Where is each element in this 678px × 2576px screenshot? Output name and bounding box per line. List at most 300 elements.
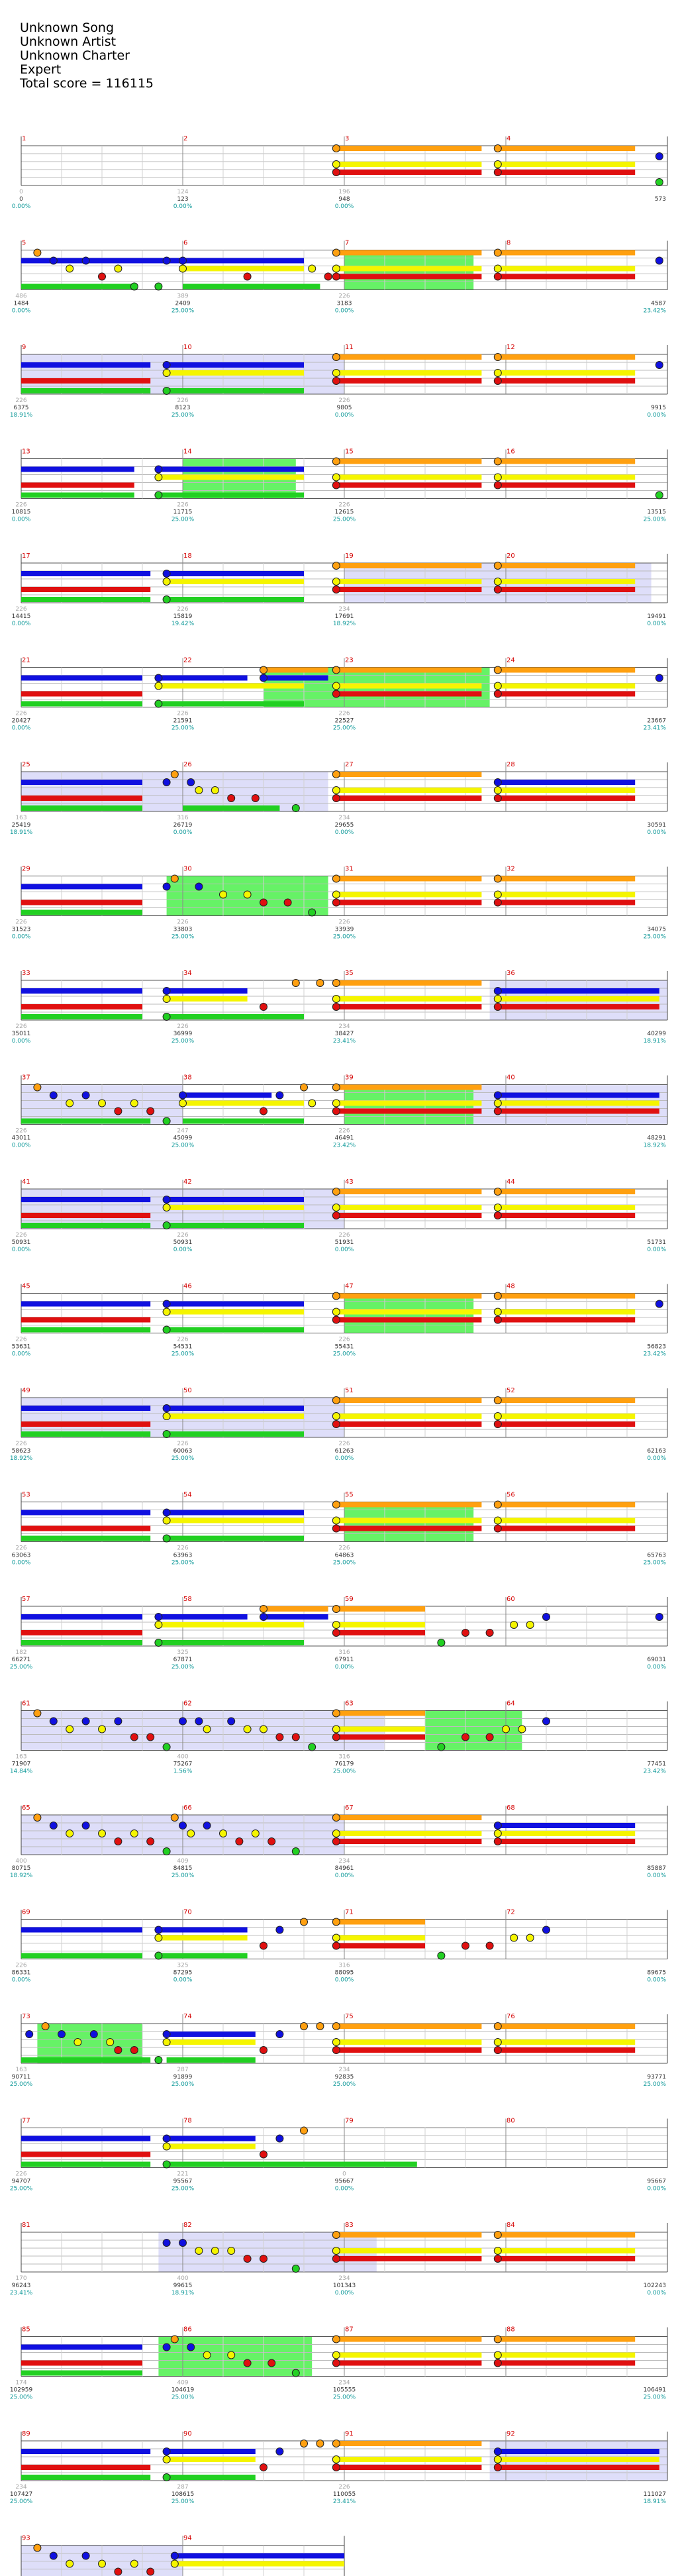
cumulative-score: 94707 [11,2178,31,2185]
note-yellow [332,1934,340,1941]
cumulative-score: 51731 [647,1239,666,1246]
measure-number: 32 [507,865,515,873]
note-yellow [494,787,501,794]
beat-count: 247 [177,1127,189,1135]
sustain-yellow [498,892,635,898]
measure-number: 80 [507,2117,515,2125]
sustain-orange [336,1606,425,1612]
note-blue [494,1092,501,1099]
sustain-red [21,483,134,488]
sustain-orange [498,668,635,673]
percent-value: 0.00% [173,1247,193,1253]
measure-number: 20 [507,552,515,560]
sustain-yellow [498,2353,635,2358]
measure-number: 92 [507,2430,515,2438]
percent-value: 0.00% [334,829,354,836]
beat-count: 234 [338,2067,350,2073]
cumulative-score: 40299 [647,1031,666,1037]
note-orange [332,666,340,674]
cumulative-score: 26719 [173,822,193,829]
measure-number: 87 [345,2326,354,2334]
sustain-orange [336,2441,482,2446]
note-orange [332,1084,340,1091]
cumulative-score: 20427 [11,717,31,725]
note-yellow [155,1934,162,1941]
cumulative-score: 60063 [173,1448,193,1455]
sustain-green [21,1536,150,1541]
sustain-red [498,587,635,592]
note-red [462,1629,469,1637]
sustain-orange [336,772,482,777]
beat-count: 174 [15,2379,27,2387]
note-blue [50,1718,57,1725]
note-blue [195,1718,203,1725]
note-yellow [526,1934,534,1941]
sustain-red [498,378,635,384]
note-orange [494,1501,501,1508]
sustain-red [498,170,635,175]
measure-number: 69 [22,1908,30,1916]
note-red [494,2047,501,2054]
measure-number: 66 [183,1804,192,1812]
note-blue [655,362,663,369]
sustain-orange [498,354,635,360]
note-yellow [155,682,162,690]
sustain-red [21,378,150,384]
note-red [284,899,291,906]
sustain-orange [336,2337,482,2342]
sustain-orange [336,1815,482,1820]
sustain-green [21,597,150,602]
sustain-yellow [498,1518,635,1523]
beat-count: 226 [338,1232,350,1239]
note-red [115,1838,122,1845]
beat-count: 226 [177,397,189,404]
beat-count: 226 [177,1232,189,1239]
note-blue [163,2448,170,2455]
measure-number: 90 [183,2430,192,2438]
cumulative-score: 102959 [9,2387,33,2394]
measure-number: 47 [345,1282,354,1290]
note-red [494,2464,501,2471]
note-blue [163,570,170,578]
note-red [332,482,340,489]
beat-count: 234 [338,815,350,821]
measure-number: 38 [183,1074,192,1082]
measure-number: 11 [345,344,354,351]
percent-value: 25.00% [171,1038,195,1045]
sustain-yellow [498,162,635,167]
sustain-green [21,1223,150,1228]
sustain-red [336,2256,482,2261]
sustain-green [21,1953,142,1959]
note-green [163,1535,170,1542]
beat-count: 409 [177,1858,189,1865]
sustain-orange [498,2232,635,2238]
percent-value: 25.00% [332,516,356,523]
sustain-blue [158,1614,247,1620]
beat-count: 226 [177,710,189,717]
sustain-blue [183,258,304,264]
sustain-blue [158,1928,247,1933]
measure-number: 33 [22,970,30,977]
cumulative-score: 4587 [651,300,666,307]
percent-value: 18.91% [643,2499,666,2505]
note-blue [155,674,162,682]
sustain-red [498,2361,635,2366]
note-green [655,491,663,499]
sustain-orange [336,459,482,464]
beat-count: 400 [177,1753,189,1761]
note-orange [494,1397,501,1404]
sustain-red [21,2465,150,2470]
percent-value: 0.00% [647,1247,666,1253]
note-yellow [220,1830,227,1837]
sustain-blue [167,1406,304,1411]
sustain-yellow [498,1101,659,1106]
percent-value: 0.00% [11,1977,31,1984]
cumulative-score: 93771 [647,2074,666,2081]
measure-number: 81 [22,2222,30,2229]
cumulative-score: 62163 [647,1448,666,1455]
cumulative-score: 75267 [173,1761,193,1768]
cumulative-score: 36999 [173,1031,193,1037]
sustain-green [21,805,142,811]
note-green [130,283,138,290]
note-orange [332,1606,340,1613]
note-yellow [163,996,170,1003]
sustain-yellow [498,266,635,272]
measure-number: 76 [507,2013,515,2020]
sustain-green [167,1431,304,1437]
beat-count: 226 [15,1336,27,1343]
measure-number: 6 [183,239,188,247]
note-blue [179,1822,187,1829]
cumulative-score: 34075 [647,926,666,933]
percent-value: 18.91% [9,829,33,836]
cumulative-score: 8123 [175,405,191,411]
note-red [494,1525,501,1532]
sustain-green [183,1119,304,1124]
sustain-red [336,1839,482,1844]
percent-value: 25.00% [171,2499,195,2505]
measure-number: 17 [22,552,30,560]
measure-number: 71 [345,1908,354,1916]
cumulative-score: 84815 [173,1865,193,1872]
note-blue [163,1196,170,1204]
percent-value: 23.41% [9,2290,33,2296]
note-green [155,2057,162,2064]
sustain-orange [498,1502,635,1508]
note-red [332,899,340,906]
percent-value: 23.42% [643,1768,666,1775]
note-red [260,2047,267,2054]
sustain-yellow [167,2039,256,2045]
sustain-blue [167,1197,304,1202]
sustain-orange [336,2232,482,2238]
note-yellow [494,1100,501,1107]
note-blue [179,257,187,264]
note-green [655,179,663,186]
beat-count: 124 [177,189,189,195]
note-yellow [163,2456,170,2463]
note-yellow [518,1726,526,1733]
sustain-red [21,587,150,592]
percent-value: 25.00% [171,1351,195,1358]
sustain-green [158,1640,304,1645]
sustain-green [21,2371,142,2376]
cumulative-score: 35011 [11,1031,31,1037]
measure-number: 55 [345,1491,354,1499]
note-yellow [332,1726,340,1733]
note-red [494,1004,501,1011]
sustain-red [336,900,482,905]
cumulative-score: 38427 [334,1031,354,1037]
note-orange [494,2336,501,2343]
note-orange [171,1814,178,1822]
note-yellow [187,1830,195,1837]
sustain-orange [498,1189,635,1194]
note-blue [163,2240,170,2247]
note-yellow [309,265,316,272]
cumulative-score: 43011 [11,1135,31,1142]
note-yellow [510,1934,518,1941]
sustain-red [498,1839,635,1844]
note-orange [494,145,501,152]
sustain-blue [21,988,142,994]
percent-value: 14.84% [9,1768,33,1775]
sustain-orange [264,1606,328,1612]
percent-value: 18.92% [643,1142,666,1149]
sustain-yellow [158,475,304,480]
beat-count: 486 [15,293,27,300]
note-orange [316,980,324,987]
note-red [494,1838,501,1845]
measure-number: 56 [507,1491,515,1499]
sustain-yellow [158,1935,247,1941]
beat-count: 226 [15,1232,27,1239]
sustain-green [21,493,134,498]
note-red [494,482,501,489]
percent-value: 25.00% [9,2081,33,2088]
sustain-red [336,483,482,488]
note-blue [82,2552,89,2559]
sustain-red [336,2047,482,2053]
percent-value: 23.42% [643,1351,666,1358]
note-orange [332,2232,340,2239]
sustain-yellow [167,2144,256,2149]
note-orange [332,771,340,778]
note-blue [203,1822,211,1829]
sustain-orange [336,563,482,568]
note-orange [292,980,299,987]
sustain-yellow [183,1101,304,1106]
sustain-green [21,1431,150,1437]
sustain-red [21,796,142,801]
measure-number: 39 [345,1074,354,1082]
percent-value: 25.00% [332,1351,356,1358]
sustain-red [498,2256,635,2261]
note-yellow [220,891,227,898]
note-yellow [332,474,340,481]
note-yellow [494,682,501,690]
measure-number: 75 [345,2013,354,2020]
note-yellow [494,2039,501,2046]
note-yellow [163,1204,170,1211]
note-yellow [510,1622,518,1629]
measure-number: 19 [345,552,354,560]
sustain-orange [336,980,482,986]
measure-number: 36 [507,970,515,977]
percent-value: 0.00% [11,1247,31,1253]
sustain-green [21,1014,142,1019]
percent-value: 25.00% [643,933,666,941]
note-orange [301,2440,308,2447]
percent-value: 0.00% [647,829,666,836]
note-orange [34,2544,41,2551]
sustain-yellow [336,475,482,480]
percent-value: 25.00% [643,516,666,523]
note-green [163,1222,170,1229]
measure-number: 46 [183,1282,192,1290]
measure-number: 65 [22,1804,30,1812]
sustain-orange [498,2337,635,2342]
cumulative-score: 89675 [647,1969,666,1977]
note-green [155,283,162,290]
note-blue [228,1718,235,1725]
sustain-yellow [167,2457,256,2462]
note-yellow [332,578,340,586]
note-orange [332,458,340,465]
sustain-green [167,1014,304,1019]
percent-value: 25.00% [171,933,195,941]
cumulative-score: 21591 [173,717,193,725]
sustain-yellow [498,475,635,480]
cumulative-score: 84961 [334,1865,354,1872]
percent-value: 0.00% [647,1664,666,1671]
beat-count: 0 [342,2171,346,2178]
note-green [163,1326,170,1333]
percent-value: 0.00% [647,1455,666,1462]
beat-count: 226 [15,1545,27,1552]
note-blue [179,2240,187,2247]
sustain-yellow [498,1310,635,1315]
measure-number: 14 [183,448,192,456]
sustain-green [167,2475,256,2480]
percent-value: 25.00% [332,1768,356,1775]
cumulative-score: 9915 [651,405,666,411]
song-artist: Unknown Artist [20,34,117,49]
beat-count: 400 [15,1858,27,1865]
sustain-yellow [167,579,304,584]
note-blue [163,883,170,890]
sustain-green [21,2057,150,2063]
note-yellow [66,1100,73,1107]
beat-count: 234 [15,2484,27,2491]
measure-number: 79 [345,2117,354,2125]
measure-number: 78 [183,2117,192,2125]
note-yellow [130,2560,138,2567]
percent-value: 25.00% [171,412,195,419]
measure-number: 41 [22,1178,30,1186]
sustain-red [498,2465,659,2470]
percent-value: 23.41% [332,1038,356,1045]
note-green [155,700,162,707]
note-yellow [203,1726,211,1733]
sustain-orange [336,1711,425,1716]
measure-number: 22 [183,656,192,664]
percent-value: 18.91% [9,412,33,419]
measure-number: 84 [507,2222,515,2229]
sustain-orange [336,1502,482,1508]
note-red [130,2047,138,2054]
cumulative-score: 29655 [334,822,354,829]
measure-number: 74 [183,2013,192,2020]
sustain-red [336,692,482,697]
note-yellow [99,1100,106,1107]
percent-value: 0.00% [334,1873,354,1879]
note-red [260,1108,267,1115]
sustain-yellow [336,892,482,898]
note-yellow [332,996,340,1003]
sustain-red [336,1213,482,1218]
note-red [494,169,501,176]
sustain-orange [498,146,635,151]
note-green [438,1639,445,1647]
note-yellow [494,1830,501,1837]
note-yellow [332,1830,340,1837]
note-yellow [526,1622,534,1629]
sustain-orange [498,876,635,882]
note-red [276,1733,283,1741]
sustain-blue [21,2136,150,2141]
percent-value: 0.00% [647,1873,666,1879]
sustain-yellow [167,1518,304,1523]
sustain-orange [336,1189,482,1194]
note-yellow [494,474,501,481]
beat-count: 226 [177,919,189,926]
percent-value: 18.91% [643,1038,666,1045]
sustain-green [21,701,142,707]
sustain-green [158,493,304,498]
note-orange [260,666,267,674]
measure-number: 34 [183,970,192,977]
sustain-orange [336,668,482,673]
note-blue [82,1718,89,1725]
cumulative-score: 3183 [336,300,352,307]
note-yellow [503,1726,510,1733]
sustain-red [336,1735,425,1740]
note-blue [163,988,170,995]
beat-count: 226 [338,1545,350,1552]
percent-value: 25.00% [171,1873,195,1879]
note-yellow [203,2351,211,2359]
sustain-red [21,1213,150,1218]
note-yellow [228,2351,235,2359]
note-yellow [494,2247,501,2255]
sustain-orange [336,1085,482,1090]
cumulative-score: 15819 [173,613,193,620]
sustain-yellow [158,1622,304,1627]
measure-number: 23 [345,656,354,664]
sustain-red [336,1630,425,1635]
note-red [332,1942,340,1949]
sustain-yellow [498,1831,635,1836]
note-blue [260,1614,267,1621]
cumulative-score: 1484 [13,300,29,307]
sustain-yellow [336,1935,425,1941]
percent-value: 0.00% [647,1977,666,1984]
